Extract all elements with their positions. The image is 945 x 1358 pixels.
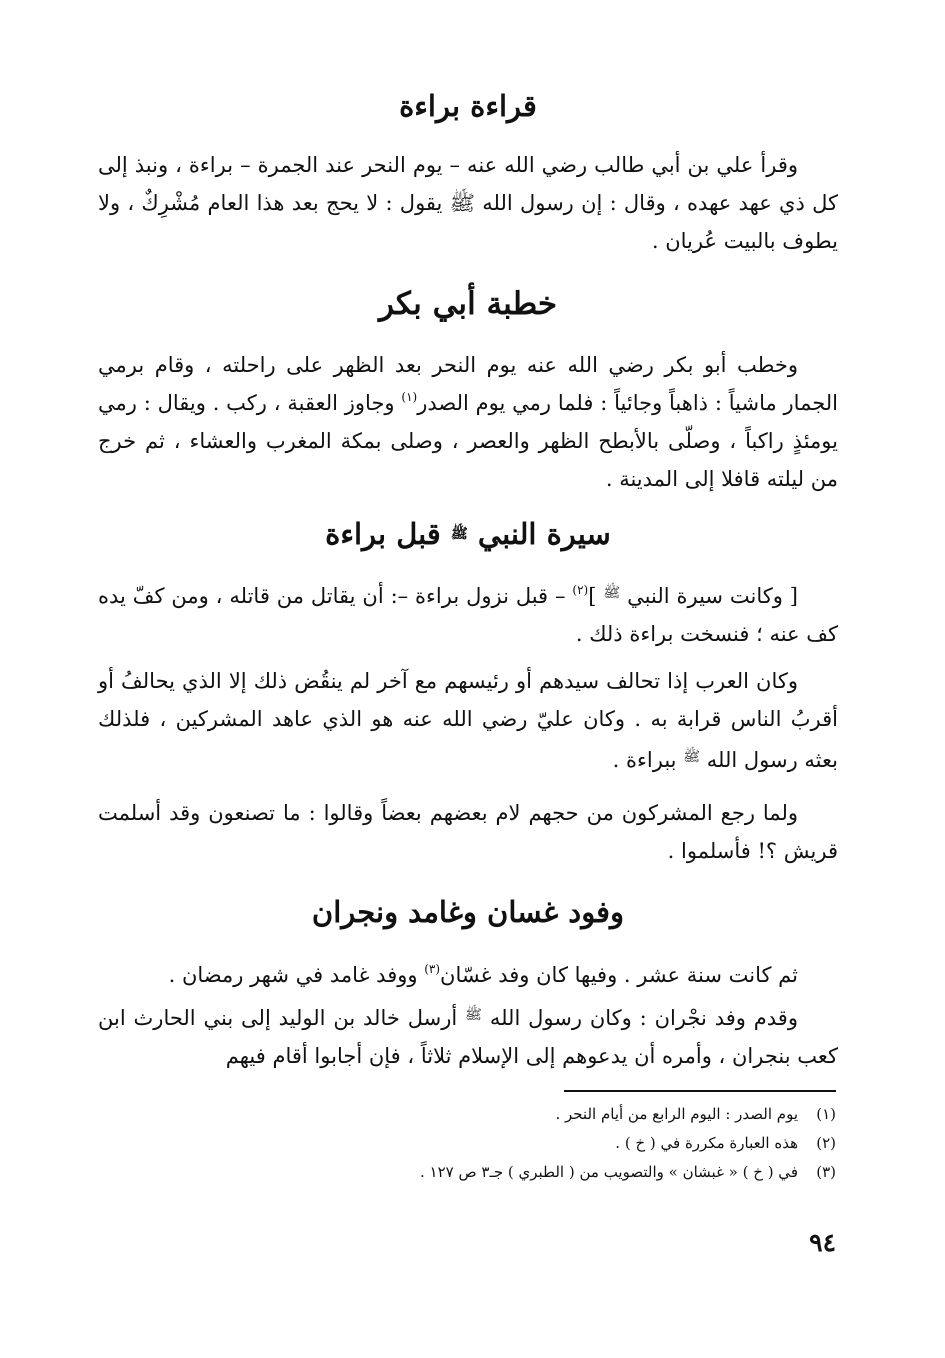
footnotes-list: [98, 1100, 836, 1187]
footnote-marker-1: (١): [401, 390, 418, 404]
paragraph-conduct-before-baraa: [98, 574, 838, 653]
paragraph-text: ببراءة .: [612, 748, 684, 772]
footnote-divider: [564, 1090, 836, 1092]
paragraph-najran-delegation: [98, 996, 838, 1075]
footnote-marker-3: (٣): [424, 962, 441, 976]
footnote-number: (٢): [816, 1134, 836, 1152]
paragraph-baraa-recitation: وقرأ علي بن أبي طالب رضي الله عنه – يوم النحر عند الجمرة – براءة ، ونبذ إلى كل ذي عهد عهده ، وقال : إن رسول الله ﷺ يقول : لا يحج بعد هذا العام مُشْرِكٌ ، ولا يطوف بالبيت عُريان .: [98, 153, 838, 253]
section-title-abu-bakr-sermon: خطبة أبي بكر: [378, 286, 558, 322]
section-title-delegations: وفود غسان وغامد ونجران: [311, 895, 625, 929]
paragraph-polytheists-return: ولما رجع المشركون من حجهم لام بعضهم بعضاً وقالوا : ما تصنعون وقد أسلمت قريش ؟! فأسلموا .: [98, 801, 838, 863]
paragraph-text: – قبل نزول براءة –: أن يقاتل من قاتله ، ومن كفّ يده كف عنه ؛ فنسخت براءة ذلك .: [98, 584, 838, 646]
salawat-glyph: ﷺ: [465, 1007, 482, 1023]
paragraph-text: أرسل خالد بن الوليد إلى بني الحارث ابن كعب بنجران ، وأمره أن يدعوهم إلى الإسلام ثلاثاً ، فإن أجابوا أقام فيهم: [98, 1006, 838, 1068]
page-number: ٩٤: [809, 1228, 836, 1257]
footnote-text: يوم الصدر : اليوم الرابع من أيام النحر .: [555, 1105, 798, 1123]
paragraph-abu-bakr-sermon: [98, 346, 838, 498]
paragraph-text: وقدم وفد نجْران : وكان رسول الله: [481, 1006, 798, 1030]
footnote-text: هذه العبارة مكررة في ( خ ) .: [615, 1134, 798, 1152]
paragraph-text: وكان العرب إذا تحالف سيدهم أو رئيسهم مع آخر لم ينقُض ذلك إلا الذي يحالفُ أو أقربُ الناس قرابة به . وكان عليّ رضي الله عنه هو الذي عاهد المشركين ، فلذلك بعثه رسول الله: [98, 669, 838, 772]
footnote-item: [98, 1129, 836, 1158]
section-title-prophet-conduct: [98, 514, 838, 554]
paragraph-text: وخطب أبو بكر رضي الله عنه يوم النحر بعد الظهر على راحلته ، وقام برمي الجمار ماشياً : ذاهباً وجائياً : فلما رمي يوم الصدر: [98, 353, 839, 415]
salawat-glyph: ﷺ: [603, 585, 621, 601]
paragraph-text: ]: [588, 584, 604, 608]
footnote-marker-2: (٢): [572, 583, 589, 597]
salawat-glyph: ﷺ: [683, 749, 701, 765]
footnote-item: [98, 1100, 836, 1129]
paragraph-text: وجاوز العقبة ، ركب . ويقال : رمي يومئذٍ راكباً ، وصلّى بالأبطح الظهر والعصر ، وصلى بمكة المغرب والعشاء ، ثم خرج من ليلته قافلا إلى المدينة .: [98, 391, 838, 491]
paragraph-year-ten: [98, 956, 838, 994]
footnote-number: (٣): [816, 1163, 836, 1181]
paragraph-text: ثم كانت سنة عشر . وفيها كان وفد غسّان: [440, 963, 798, 987]
paragraph-text: ووفد غامد في شهر رمضان .: [168, 963, 425, 987]
salawat-glyph: ﷺ: [450, 526, 468, 542]
footnote-text: في ( خ ) « غبشان » والتصويب من ( الطبري ) جـ٣ ص ١٢٧ .: [419, 1163, 798, 1181]
book-page: [98, 78, 838, 1318]
footnote-item: [98, 1158, 836, 1187]
paragraph-text: [ وكانت سيرة النبي: [620, 584, 798, 608]
footnote-number: (١): [816, 1105, 836, 1123]
section-title-baraa-recitation: قراءة براءة: [399, 89, 537, 123]
paragraph-arab-alliances: [98, 662, 838, 779]
title-text: قبل براءة: [325, 517, 441, 551]
title-text: سيرة النبي: [477, 517, 611, 551]
